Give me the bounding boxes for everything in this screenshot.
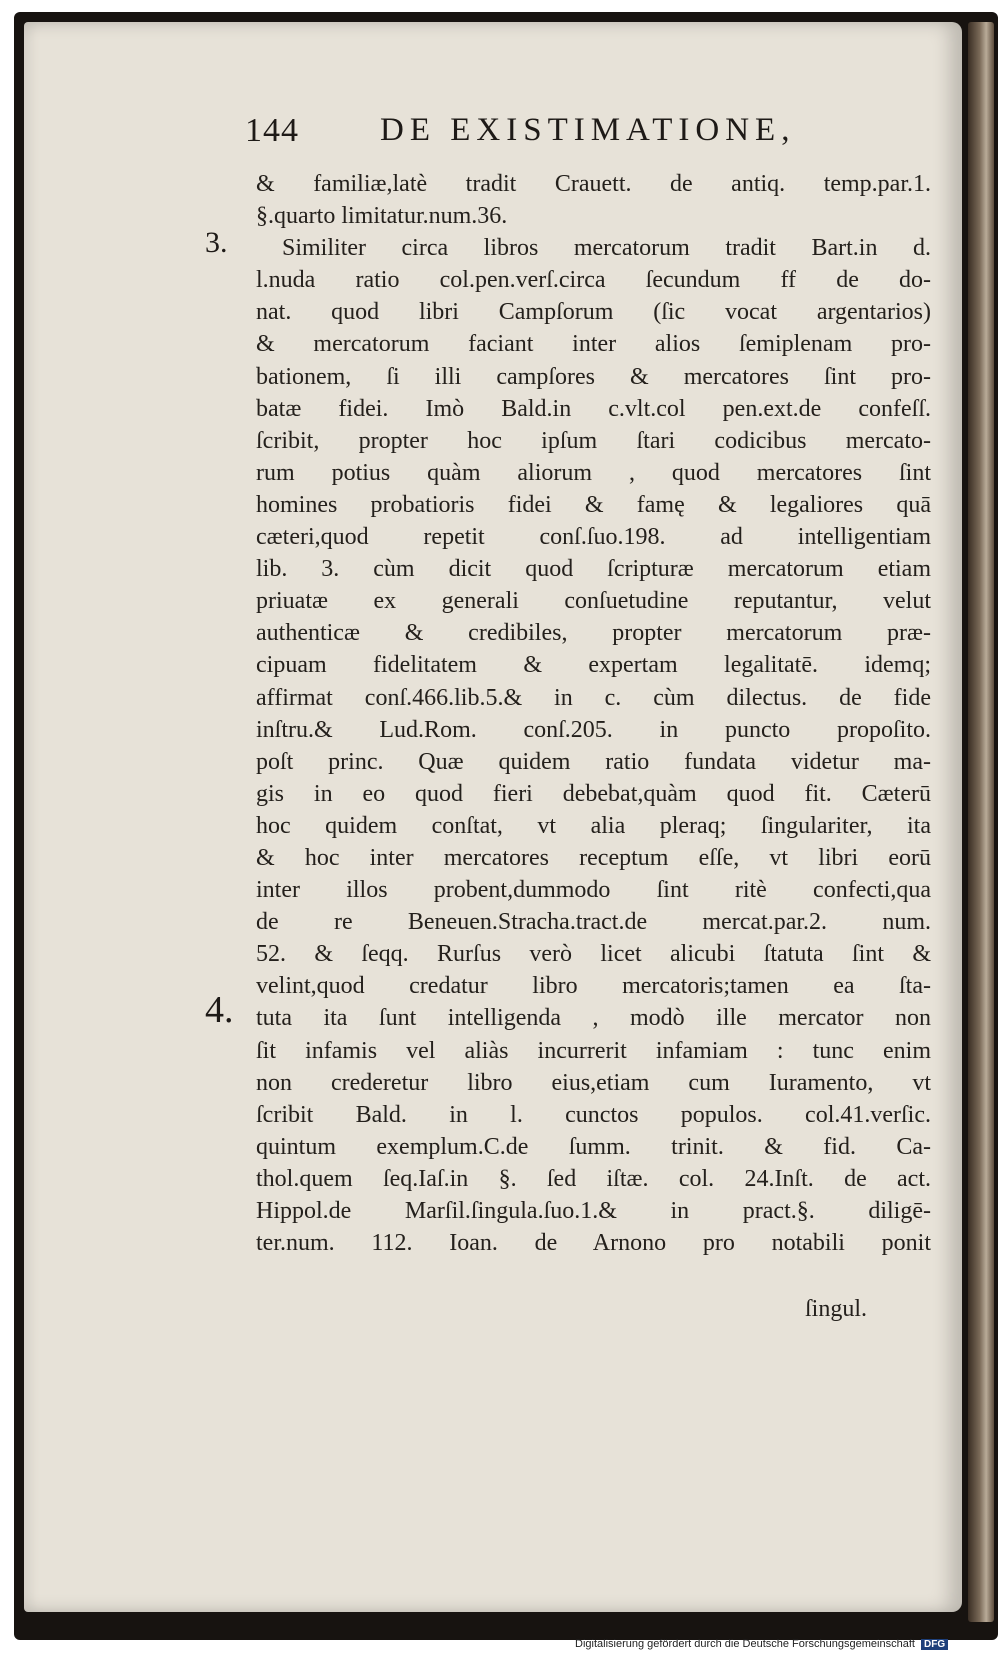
text-line: §.quarto limitatur.num.36. xyxy=(256,203,508,230)
credit-text: Digitalisierung gefördert durch die Deutsche Forschungsgemeinschaft xyxy=(575,1638,915,1650)
text-line: quintum exemplum.C.de ſumm. trinit. & fid. Ca- xyxy=(256,1133,931,1160)
marginal-number: 4. xyxy=(205,989,234,1031)
text-line: inſtru.& Lud.Rom. conſ.205. in puncto propoſito. xyxy=(256,716,931,743)
text-line: authenticæ & credibiles, propter mercatorum præ- xyxy=(256,620,931,647)
text-line: ſcribit, propter hoc ipſum ſtari codicibus mercato- xyxy=(256,427,931,454)
catchword: ſingul. xyxy=(805,1296,868,1322)
text-line: & familiæ,latè tradit Crauett. de antiq. temp.par.1. xyxy=(256,171,931,197)
text-line: rum potius quàm aliorum , quod mercatores ſint xyxy=(256,459,931,486)
book-spine xyxy=(968,22,994,1622)
text-line: cipuam fidelitatem & expertam legalitatē. idemq; xyxy=(256,652,931,679)
marginal-number: 3. xyxy=(205,226,228,259)
text-line: non crederetur libro eius,etiam cum Iuramento, vt xyxy=(256,1069,931,1096)
text-line: affirmat conſ.466.lib.5.& in c. cùm dilectus. de fide xyxy=(256,684,931,711)
text-line: ſit infamis vel aliàs incurrerit infamiam : tunc enim xyxy=(256,1037,931,1064)
running-head: DE EXISTIMATIONE, xyxy=(380,112,796,148)
text-line: lib. 3. cùm dicit quod ſcripturæ mercatorum etiam xyxy=(256,556,931,583)
text-line: batæ fidei. Imò Bald.in c.vlt.col pen.ext.de confeſſ. xyxy=(256,395,931,422)
text-line: & hoc inter mercatores receptum eſſe, vt libri eorū xyxy=(256,844,931,871)
text-line: Hippol.de Marſil.ſingula.ſuo.1.& in pract.§. diligē- xyxy=(256,1198,931,1224)
text-line: ſcribit Bald. in l. cunctos populos. col.41.verſic. xyxy=(256,1101,931,1128)
text-line: priuatæ ex generali conſuetudine reputantur, velut xyxy=(256,588,931,615)
dfg-logo: DFG xyxy=(921,1639,948,1650)
text-line: homines probatioris fidei & famę & legaliores quā xyxy=(256,491,931,518)
text-line: de re Beneuen.Stracha.tract.de mercat.par.2. num. xyxy=(256,909,931,936)
text-line: poſt princ. Quæ quidem ratio fundata videtur ma- xyxy=(256,748,931,775)
text-line: l.nuda ratio col.pen.verſ.circa ſecundum ff de do- xyxy=(256,267,931,294)
body-text xyxy=(256,168,931,1259)
text-line: Similiter circa libros mercatorum tradit Bart.in d. xyxy=(282,235,931,262)
digitization-credit xyxy=(575,1638,948,1650)
text-line: 52. & ſeqq. Rurſus verò licet alicubi ſtatuta ſint & xyxy=(256,941,931,968)
text-line: bationem, ſi illi campſores & mercatores ſint pro- xyxy=(256,363,931,390)
page-number: 144 xyxy=(245,112,299,149)
text-line: ter.num. 112. Ioan. de Arnono pro notabili ponit xyxy=(256,1230,931,1257)
text-line: & mercatorum faciant inter alios ſemiplenam pro- xyxy=(256,331,931,358)
page-header xyxy=(245,112,885,160)
text-line: gis in eo quod fieri debebat,quàm quod fit. Cæterū xyxy=(256,780,931,807)
text-line: nat. quod libri Campſorum (ſic vocat argentarios) xyxy=(256,299,931,326)
text-line: inter illos probent,dummodo ſint ritè confecti,qua xyxy=(256,877,931,904)
text-line: velint,quod credatur libro mercatoris;tamen ea ſta- xyxy=(256,973,931,1000)
text-line: tuta ita ſunt intelligenda , modò ille mercator non xyxy=(256,1005,931,1032)
text-line: cæteri,quod repetit conſ.ſuo.198. ad intelligentiam xyxy=(256,524,931,551)
text-line: hoc quidem conſtat, vt alia pleraq; ſingulariter, ita xyxy=(256,812,931,839)
text-line: thol.quem ſeq.Iaſ.in §. ſed iſtæ. col. 24.Inſt. de act. xyxy=(256,1165,931,1192)
